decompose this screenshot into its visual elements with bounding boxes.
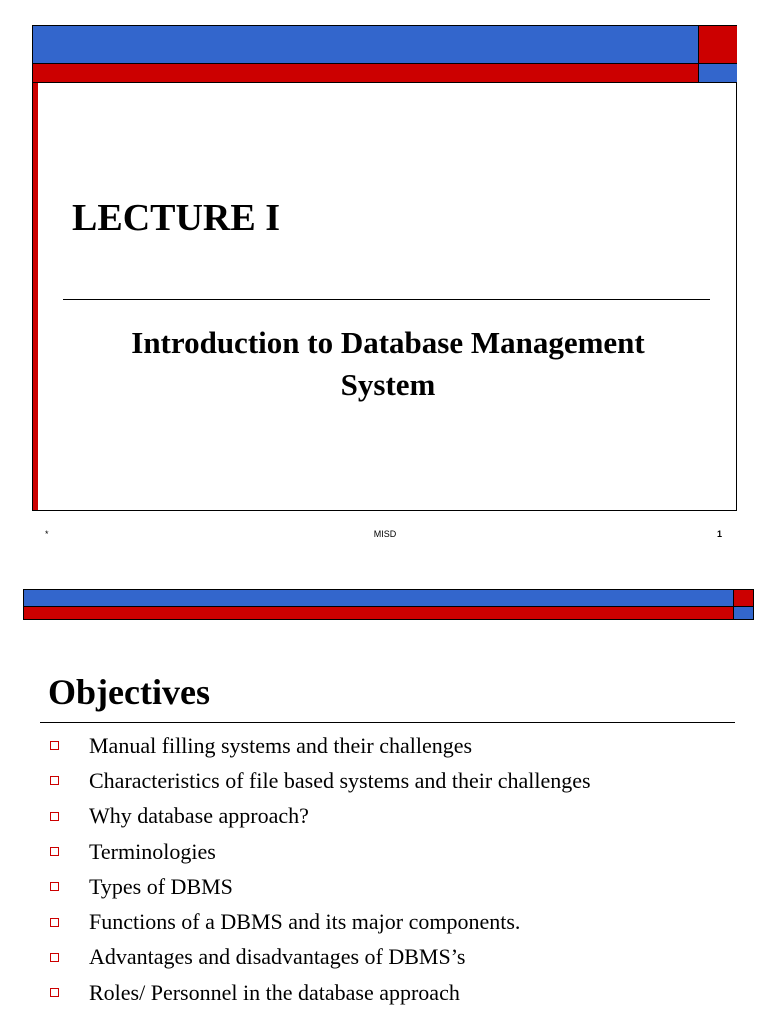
slide-1-subtitle xyxy=(60,322,716,406)
square-bullet-icon xyxy=(50,847,59,856)
slide-1-corner-red-square xyxy=(698,26,737,64)
list-item xyxy=(48,799,748,834)
square-bullet-icon xyxy=(50,988,59,997)
square-bullet-icon xyxy=(50,882,59,891)
slide-1-title: LECTURE I xyxy=(72,197,280,239)
list-item-text: Why database approach? xyxy=(89,803,309,829)
list-item-text: Advantages and disadvantages of DBMS’s xyxy=(89,944,466,970)
list-item xyxy=(48,763,748,798)
list-item-text: Roles/ Personnel in the database approach xyxy=(89,979,460,1005)
square-bullet-icon xyxy=(50,812,59,821)
slide-1-top-blue-bar xyxy=(33,26,698,64)
list-item-text: Terminologies xyxy=(89,838,216,864)
slide-2-corner-red-square xyxy=(733,589,754,607)
slide-2-corner-blue-square xyxy=(733,607,754,620)
slide-1-corner-blue-square xyxy=(698,64,737,83)
list-item-text: Characteristics of file based systems and their challenges xyxy=(89,767,591,793)
list-item-text: Manual filling systems and their challenges xyxy=(89,732,473,758)
slide-1-divider xyxy=(63,299,710,300)
list-item xyxy=(48,940,748,975)
footer-left: * xyxy=(45,529,49,539)
slide-1-frame xyxy=(32,25,737,511)
list-item-text: Types of DBMS xyxy=(89,873,233,899)
subtitle-line-1: Introduction to Database Management xyxy=(131,325,645,360)
square-bullet-icon xyxy=(50,918,59,927)
square-bullet-icon xyxy=(50,741,59,750)
list-item xyxy=(48,904,748,939)
footer-center: MISD xyxy=(373,529,397,539)
list-item xyxy=(48,728,748,763)
slide-2-top-red-bar xyxy=(23,607,733,620)
subtitle-line-2: System xyxy=(340,367,436,402)
list-item xyxy=(48,975,748,1010)
slide-2-heading: Objectives xyxy=(48,672,210,712)
footer-page-number: 1 xyxy=(717,529,723,539)
square-bullet-icon xyxy=(50,953,59,962)
slide-2-top-blue-bar xyxy=(23,589,733,607)
slide-1-left-red-bar xyxy=(33,83,38,510)
list-item-text: Functions of a DBMS and its major components. xyxy=(89,909,521,935)
list-item xyxy=(48,834,748,869)
square-bullet-icon xyxy=(50,776,59,785)
objectives-list xyxy=(48,728,748,1010)
list-item xyxy=(48,869,748,904)
slide-2-divider xyxy=(40,722,735,723)
slide-1-top-red-bar xyxy=(33,64,698,83)
